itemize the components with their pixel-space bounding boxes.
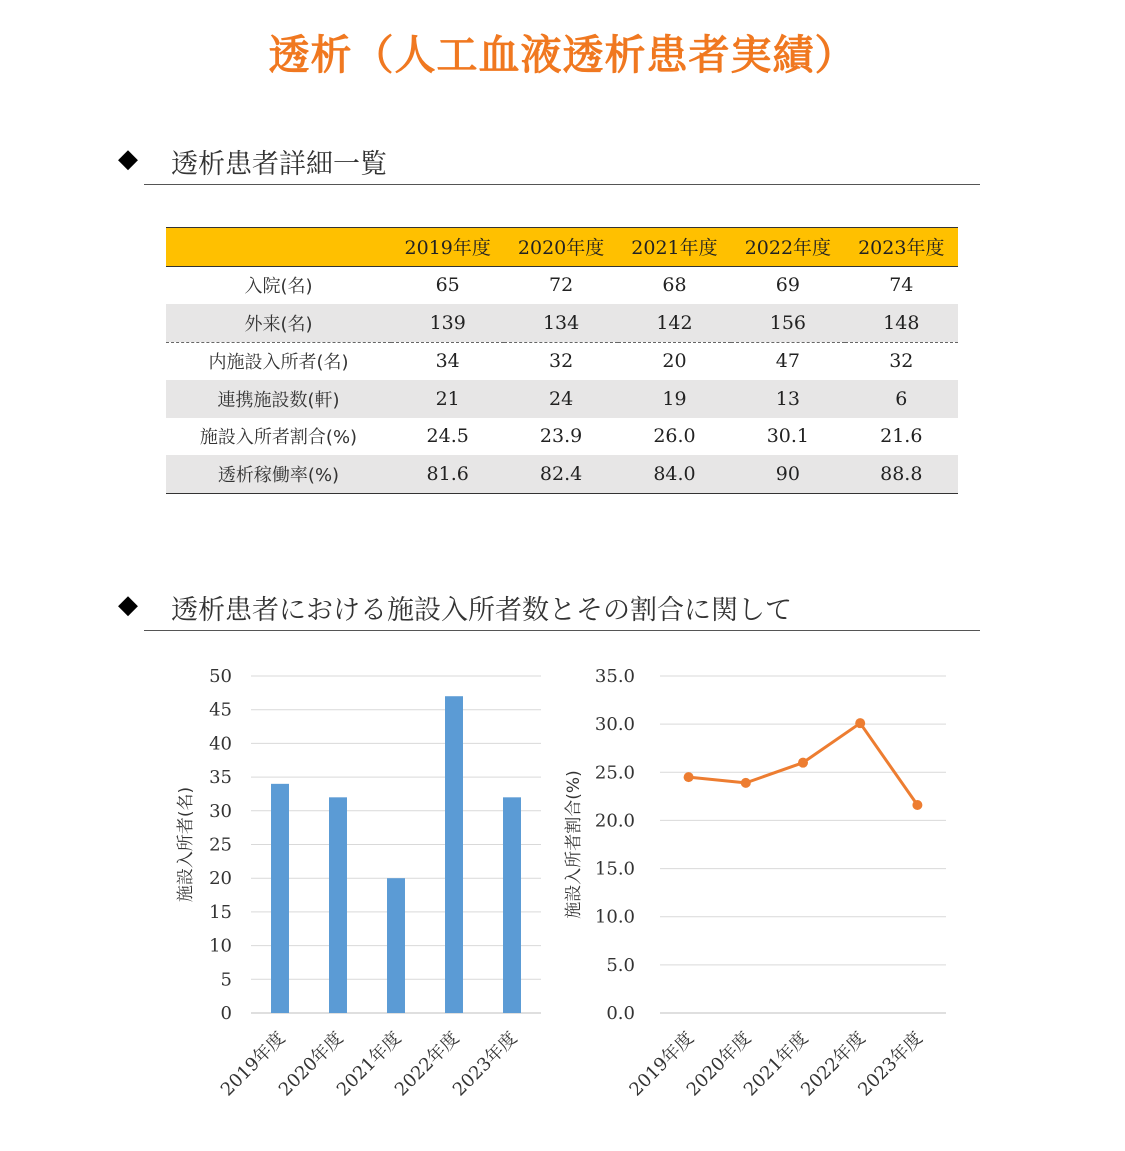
table-cell: 142 — [618, 304, 731, 342]
bar-chart-facility-residents — [160, 650, 560, 1120]
table-cell: 68 — [662, 274, 687, 297]
table-cell: 134 — [504, 304, 617, 342]
row-label: 外来(名) — [166, 304, 391, 342]
table-cell: 21 — [391, 380, 504, 418]
bar-2021年度 — [387, 878, 405, 1013]
table-row — [166, 418, 958, 456]
data-point-2019年度 — [684, 772, 694, 782]
table-cell: 21.6 — [880, 425, 923, 448]
y-tick-label: 30.0 — [594, 714, 635, 736]
bar-2020年度 — [329, 797, 347, 1013]
table-cell: 90 — [731, 455, 844, 493]
table-cell: 69 — [775, 274, 800, 297]
table-cell: 82.4 — [504, 455, 617, 493]
x-category-label: 2021年度 — [332, 1027, 406, 1101]
section-divider — [144, 630, 980, 631]
table-cell: 19 — [618, 380, 731, 418]
data-point-2020年度 — [741, 778, 751, 788]
line-chart-svg — [560, 650, 960, 1120]
table-cell: 88.8 — [845, 455, 958, 493]
table-cell: 24 — [504, 380, 617, 418]
data-point-2021年度 — [798, 758, 808, 768]
x-category-label: 2020年度 — [274, 1027, 348, 1101]
y-tick-label: 45 — [209, 699, 232, 721]
y-tick-label: 50 — [209, 666, 232, 687]
section-heading-facility-residents — [118, 588, 980, 628]
table-cell: 47 — [775, 350, 800, 373]
y-tick-label: 25 — [209, 834, 232, 856]
row-label: 入院(名) — [244, 276, 313, 298]
table-cell: 32 — [548, 350, 574, 373]
table-cell: 148 — [845, 304, 958, 342]
x-category-label: 2022年度 — [390, 1027, 464, 1101]
y-tick-label: 0 — [220, 1003, 232, 1024]
y-tick-label: 10 — [209, 935, 232, 957]
section-heading-text: 透析患者における施設入所者数とその割合に関して — [171, 595, 792, 626]
y-tick-label: 30 — [209, 800, 232, 822]
table-cell: 81.6 — [391, 455, 504, 493]
y-tick-label: 20 — [209, 868, 232, 890]
table-cell: 65 — [435, 274, 460, 297]
row-label: 連携施設数(軒) — [166, 380, 391, 418]
table-row — [166, 266, 958, 304]
diamond-bullet-icon: ◆ — [118, 590, 138, 620]
table-cell: 30.1 — [766, 425, 810, 448]
y-tick-label: 0.0 — [606, 1003, 635, 1024]
section-heading-text: 透析患者詳細一覧 — [171, 149, 387, 180]
page-title: 透析（人工血液透析患者実績） — [268, 31, 857, 79]
table-row — [166, 304, 958, 342]
table-row — [166, 342, 958, 380]
y-tick-label: 25.0 — [594, 762, 635, 784]
table-cell: 13 — [731, 380, 844, 418]
row-label: 内施設入所者(名) — [208, 352, 349, 374]
x-category-label: 2019年度 — [625, 1027, 699, 1101]
section-heading-patient-detail — [118, 142, 980, 182]
table-cell: 23.9 — [539, 425, 583, 448]
x-category-label: 2023年度 — [448, 1027, 522, 1101]
patient-detail-table — [166, 227, 958, 494]
y-tick-label: 35 — [209, 767, 232, 789]
x-category-label: 2022年度 — [797, 1027, 870, 1101]
bar-2022年度 — [445, 696, 463, 1013]
y-tick-label: 15.0 — [594, 858, 635, 880]
table-cell: 26.0 — [653, 425, 696, 448]
y-tick-label: 40 — [209, 733, 232, 755]
table-cell: 34 — [435, 350, 460, 373]
y-tick-label: 15 — [209, 901, 232, 923]
y-tick-label: 5 — [220, 969, 232, 991]
row-label: 透析稼働率(%) — [166, 455, 391, 493]
table-header-row — [166, 228, 958, 267]
diamond-bullet-icon: ◆ — [118, 144, 138, 174]
data-point-2022年度 — [855, 718, 865, 728]
table-cell: 72 — [548, 274, 574, 297]
bar-2019年度 — [271, 784, 289, 1013]
x-category-label: 2021年度 — [739, 1027, 813, 1101]
table-cell: 20 — [662, 350, 687, 373]
x-category-label: 2019年度 — [216, 1027, 290, 1101]
row-label: 施設入所者割合(%) — [199, 427, 358, 449]
table-cell: 156 — [731, 304, 844, 342]
table-cell: 32 — [889, 350, 914, 373]
table-row — [166, 455, 958, 493]
table-header-cell: 2023年度 — [845, 228, 958, 267]
y-tick-label: 35.0 — [594, 666, 635, 687]
x-category-label: 2020年度 — [682, 1027, 756, 1101]
table-cell: 84.0 — [618, 455, 731, 493]
table-header-cell — [166, 228, 391, 267]
table-cell: 74 — [889, 274, 914, 297]
bar-chart-svg — [160, 650, 560, 1120]
table-cell: 139 — [391, 304, 504, 342]
y-axis-title: 施設入所者割合(%) — [564, 770, 584, 919]
table-cell: 24.5 — [426, 425, 469, 448]
bar-2023年度 — [503, 797, 521, 1013]
table-cell: 6 — [845, 380, 958, 418]
line-chart-facility-ratio — [560, 650, 960, 1120]
table-header-cell: 2021年度 — [618, 228, 731, 267]
y-tick-label: 5.0 — [606, 954, 635, 976]
table-header-cell: 2020年度 — [504, 228, 617, 267]
x-category-label: 2023年度 — [854, 1027, 927, 1101]
data-point-2023年度 — [912, 800, 922, 810]
table-header-cell: 2022年度 — [731, 228, 844, 267]
y-tick-label: 20.0 — [594, 810, 635, 832]
table-header-cell: 2019年度 — [391, 228, 504, 267]
table-row — [166, 380, 958, 418]
section-divider — [144, 184, 980, 185]
y-tick-label: 10.0 — [594, 906, 635, 928]
y-axis-title: 施設入所者(名) — [176, 786, 196, 903]
